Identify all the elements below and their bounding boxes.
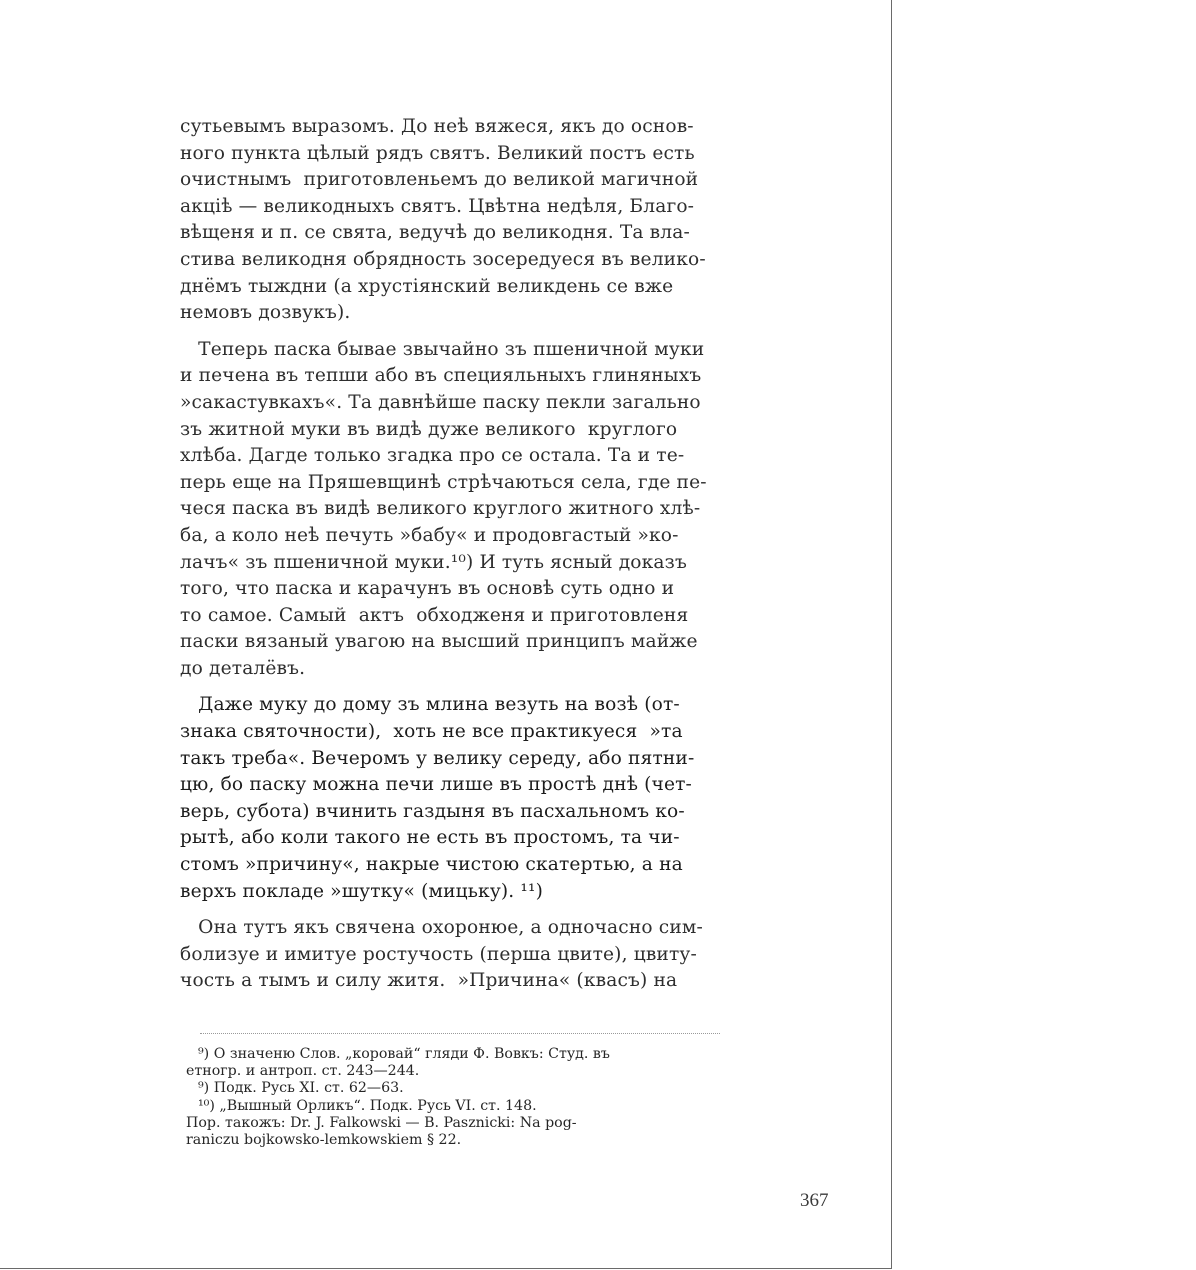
footnote-line: ⁹) О значеню Слов. „коровай“ гляди Ф. Вовкъ: Студ. въ [198,1046,610,1062]
text-line: перь еще на Пряшевщинѣ стрѣчаються села, где пе- [180,471,707,493]
text-line: очистнымъ приготовленьемъ до великой магичной [180,169,699,191]
paragraph-1 [180,114,716,327]
footnote-line: Пор. такожъ: Dr. J. Falkowski — B. Pasznicki: Na pog- [186,1114,577,1131]
text-line: хлѣба. Дагде только згадка про се остала. Та и те- [180,445,685,467]
text-line: рытѣ, або коли такого не есть въ простомъ, та чи- [180,827,680,849]
text-line: немовъ дозвукъ). [180,302,351,324]
text-line: то самое. Самый актъ обходженя и приготовленя [180,604,689,626]
text-line: верхъ покладе »шутку« (мицьку). ¹¹) [180,880,544,902]
text-line: того, что паска и карачунъ въ основѣ суть одно и [180,578,675,600]
text-line: верь, субота) вчинить газдыня въ пасхальномъ ко- [180,800,685,822]
footnote-line: ¹⁰) „Вышный Орликъ“. Подк. Русь VI. ст. 148. [198,1097,537,1114]
text-line: знака святочности), хоть не все практикуеся »та [180,721,683,743]
text-line: зъ житной муки въ видѣ дуже великого круглого [180,418,678,440]
paragraph-2 [180,337,716,683]
text-line: Она тутъ якъ свячена охоронюе, а одночасно сим- [180,917,703,939]
text-line: болизуе и имитуе ростучость (перша цвите), цвиту- [180,943,697,965]
text-line: акцiѣ — великодныхъ святъ. Цвѣтна недѣля, Благо- [180,195,695,217]
footnote-line: етногр. и антроп. ст. 243—244. [186,1063,420,1080]
text-line: ного пункта цѣлый рядъ святъ. Великий постъ есть [180,142,695,164]
main-text [180,114,716,1005]
text-line: стомъ »причину«, накрые чистою скатертью, а на [180,854,683,876]
footnotes [186,1046,718,1149]
text-line: паски вязаный увагою на высший принципъ майже [180,631,698,653]
paragraph-4 [180,915,716,995]
footnote-line: raniczu bojkowsko-lemkowskiem § 22. [186,1131,462,1148]
text-line: Даже муку до дому зъ млина везуть на возѣ (от- [180,694,680,716]
text-line: сутьевымъ выразомъ. До неѣ вяжеся, якъ до основ- [180,116,694,137]
text-line: днёмъ тыждни (а хрустiянский великдень се вже [180,275,674,297]
text-line: чость а тымъ и силу житя. »Причина« (квасъ) на [180,970,678,992]
text-line: ба, а коло неѣ печуть »бабу« и продовгастый »ко- [180,524,679,546]
text-line: лачъ« зъ пшеничной муки.¹⁰) И туть ясный доказъ [180,551,687,573]
text-line: »сакастувкахъ«. Та давнѣйше паску пекли загально [180,391,701,413]
footnote-divider [200,1033,720,1036]
text-line: до деталёвъ. [180,657,306,679]
text-line: цю, бо паску можна печи лише въ простѣ днѣ (чет- [180,774,692,796]
text-line: Теперь паска бывае звычайно зъ пшеничной муки [180,338,705,360]
text-line: чеся паска въ видѣ великого круглого житного хлѣ- [180,498,701,520]
text-line: вѣщеня и п. се свята, ведучѣ до великодня. Та вла- [180,222,690,244]
text-line: такъ треба«. Вечеромъ у велику середу, або пятни- [180,747,695,769]
text-line: стива великодня обрядность зосередуеся въ велико- [180,248,706,270]
text-line: и печена въ тепши або въ специяльныхъ глиняныхъ [180,365,702,387]
paragraph-3 [180,692,716,905]
page-number: 367 [800,1190,829,1211]
footnote-line: ⁹) Подк. Русь XI. ст. 62—63. [198,1080,404,1097]
